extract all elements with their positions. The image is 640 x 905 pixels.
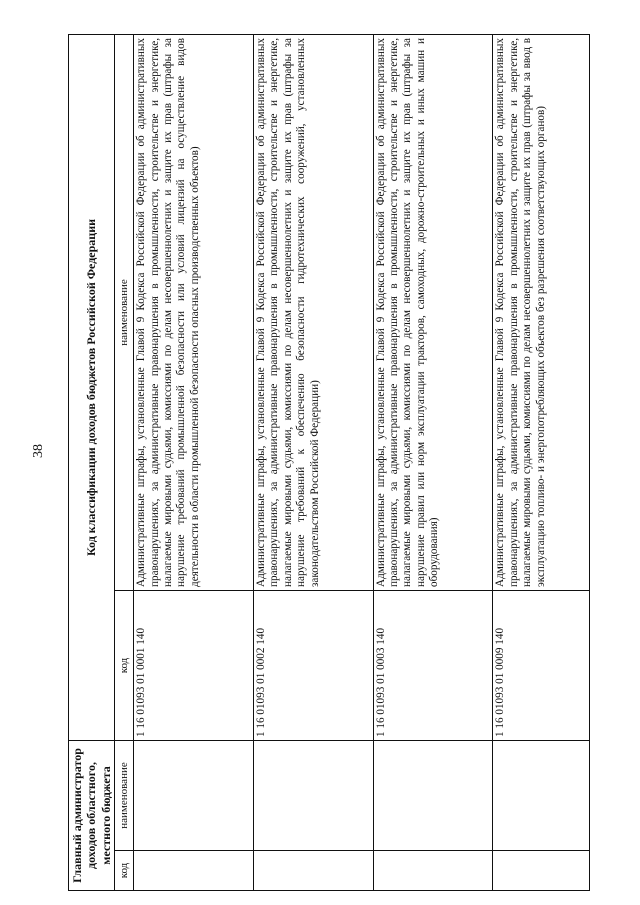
code-cell: 1 16 01093 01 0003 140 [373,591,493,741]
table-row [373,35,493,891]
code-cell: 1 16 01093 01 0002 140 [253,591,373,741]
admin-name-header: наименование [115,741,134,851]
code-cell: 1 16 01093 01 0001 140 [134,591,254,741]
admin-code-cell [134,851,254,891]
table-row [253,35,373,891]
admin-code-cell [253,851,373,891]
name-cell: Административные штрафы, установленные Главой 9 Кодекса Российской Федерации об административных правонарушениях, за административные правонарушения в промышленности, строительстве и энергетике, налагаемые мировыми судьями, комиссиями по делам несовершеннолетних и защите их прав (штрафы за нарушение требований к обеспечению безопасности гидротехнических сооружений, установленных законодательством Российской Федерации) [253,35,373,591]
admin-name-cell [253,741,373,851]
classification-header: Код классификации доходов бюджетов Российской Федерации [69,35,115,741]
class-code-header: код [115,591,134,741]
code-cell: 1 16 01093 01 0009 140 [493,591,590,741]
admin-name-cell [373,741,493,851]
table-row [493,35,590,891]
name-cell: Административные штрафы, установленные Главой 9 Кодекса Российской Федерации об административных правонарушениях, за административные правонарушения в промышленности, строительстве и энергетике, налагаемые мировыми судьями, комиссиями по делам несовершеннолетних и защите их прав (штрафы за нарушение требований промышленной безопасности или условий лицензий на осуществление видов деятельности в области промышленной безопасности опасных производственных объектов) [134,35,254,591]
admin-name-cell [134,741,254,851]
admin-header: Главный администратор доходов областного, местного бюджета [69,741,115,891]
name-cell: Административные штрафы, установленные Главой 9 Кодекса Российской Федерации об административных правонарушениях, за административные правонарушения в промышленности, строительстве и энергетике, налагаемые мировыми судьями, комиссиями по делам несовершеннолетних и защите их прав (штрафы за ввод в эксплуатацию топливо- и энергопотребляющих объектов без разрешения соответствующих органов) [493,35,590,591]
admin-code-header: код [115,851,134,891]
rotated-page-content [68,34,590,891]
table-row [134,35,254,891]
admin-code-cell [373,851,493,891]
name-cell: Административные штрафы, установленные Главой 9 Кодекса Российской Федерации об административных правонарушениях, за административные правонарушения в промышленности, строительстве и энергетике, налагаемые мировыми судьями, комиссиями по делам несовершеннолетних и защите их прав (штрафы за нарушение правил или норм эксплуатации тракторов, самоходных, дорожно-строительных и иных машин и оборудования) [373,35,493,591]
class-name-header: наименование [115,35,134,591]
admin-code-cell [493,851,590,891]
budget-classification-table [68,34,590,891]
page-number: 38 [31,444,46,458]
admin-name-cell [493,741,590,851]
